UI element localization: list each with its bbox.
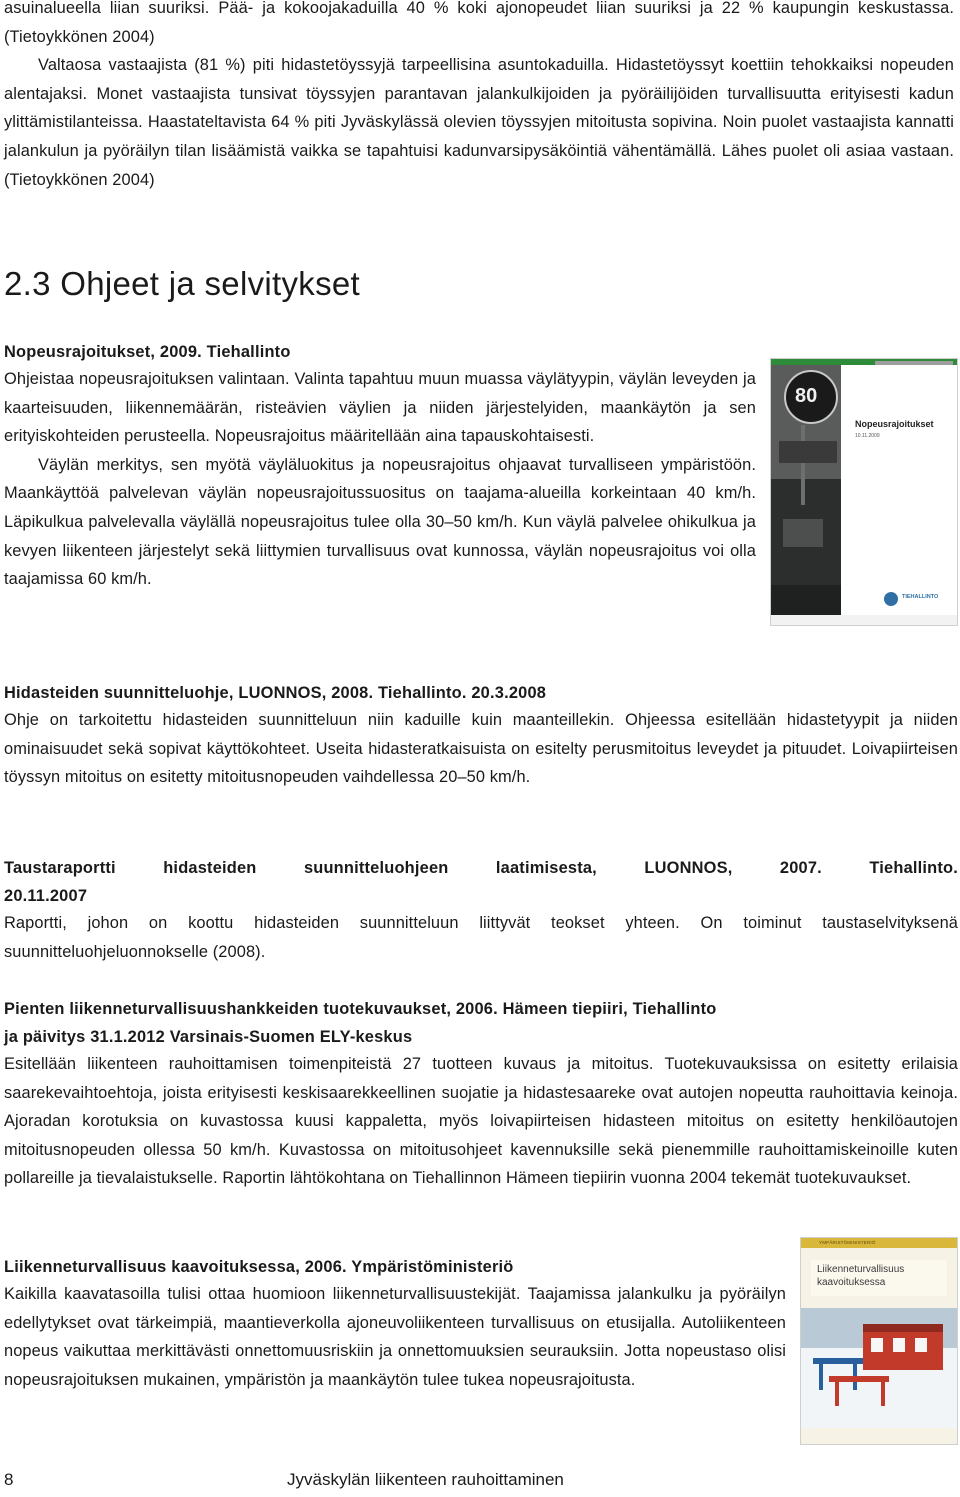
intro-paragraph-1: asuinalueella liian suuriksi. Pää- ja kokoojakaduilla 40 % koki ajonopeudet liian suuriksi ja 22 % kaupungin keskustassa. (Tietoykkönen 2004) xyxy=(4,0,954,46)
cover-title-line-2: kaavoituksessa xyxy=(817,1277,886,1288)
entry-title: Liikenneturvallisuus kaavoituksessa, 2006. Ympäristöministeriö xyxy=(4,1258,514,1276)
entry-hidasteiden-suunnitteluohje xyxy=(4,679,958,792)
entry-paragraph: Väylän merkitys, sen myötä väyläluokitus ja nopeusrajoitus ohjaavat turvalliseen ympäristöön. Maankäyttöä palvelevan väylän nopeusrajoitussuositus on taajama-alueilla korkeintaan 40 km/h. Läpikulkua palvelevalla väylällä nopeusrajoitus tulee olla 30–50 km/h. Kun väylä palvelee ohikulkua ja kevyen liikenteen järjestelyt sekä liittymien turvallisuus ovat kunnossa, väylän nopeusrajoitus voi olla taajamissa 60 km/h. xyxy=(4,455,756,589)
entry-tuotekuvaukset xyxy=(4,995,958,1193)
entry-paragraph: Raportti, johon on koottu hidasteiden suunnitteluun liittyvät teokset yhteen. On toiminut taustaselvityksenä suunnitteluohjeluonnokselle (2008). xyxy=(4,914,958,961)
entry-paragraph: Ohje on tarkoitettu hidasteiden suunnitteluun niin kaduille kuin maanteillekin. Ohjeessa esitellään hidastetyypit ja niiden ominaisuudet sekä sopivat käyttökohteet. Useita hidasteratkaisuista on esitelty perusmitoitus leveydet ja pituudet. Loivapiirteisen töyssyn mitoitus on esitetty mitoitusnopeuden vaihdellessa 20–50 km/h. xyxy=(4,711,958,787)
entry-title-line-1: Taustaraportti hidasteiden suunnitteluohjeen laatimisesta, LUONNOS, 2007. Tiehallinto. xyxy=(4,859,958,877)
entry-paragraph: Kaikilla kaavatasoilla tulisi ottaa huomioon liikenneturvallisuustekijät. Taajamissa jalankulku ja pyöräilyn edellytykset ovat tärkeimpiä, maantieverkolla ajoneuvoliikenteen turvallisuus on etusijalla. Autoliikenteen nopeus vaikuttaa merkittävästi onnettomuusriskiin ja onnettomuuksien seurauksiin. Jotta nopeustaso olisi nopeusrajoituksen mukainen, ympäristön ja maankäytön tulee tukea nopeusrajoitusta. xyxy=(4,1285,786,1389)
cover-title: Nopeusrajoitukset xyxy=(855,419,934,429)
entry-nopeusrajoitukset xyxy=(4,338,756,594)
cover-image-kaavoitus xyxy=(800,1237,958,1445)
entry-title: Nopeusrajoitukset, 2009. Tiehallinto xyxy=(4,343,291,361)
entry-title-line-2: ja päivitys 31.1.2012 Varsinais-Suomen ELY-keskus xyxy=(4,1028,413,1046)
entry-taustaraportti xyxy=(4,854,958,966)
entry-title-line-1: Pienten liikenneturvallisuushankkeiden tuotekuvaukset, 2006. Hämeen tiepiiri, Tiehallinto xyxy=(4,1000,717,1018)
cover-logo: TIEHALLINTO xyxy=(902,594,939,600)
cover-header: YMPÄRISTÖMINISTERIÖ xyxy=(819,1240,876,1245)
intro-paragraph-2: Valtaosa vastaajista (81 %) piti hidastetöyssyjä tarpeellisina asuntokaduilla. Hidastetöyssyt koettiin tehokkaiksi nopeuden alentajaksi. Monet vastaajista tunsivat töyssyjen parantavan jalankulkijoiden ja pyöräilijöiden turvallisuutta erityisesti kadun ylittämistilanteissa. Haastateltavista 64 % piti Jyväskylässä olevien töyssyjen mitoitusta sopivina. Noin puolet vastaajista kannatti jalankulun ja pyöräilyn tilan lisäämistä vaikka se tapahtuisi kadunvarsipysäköintiä vähentämällä. Lähes puolet oli asiaa vastaan. (Tietoykkönen 2004) xyxy=(4,56,954,189)
intro-text xyxy=(4,0,954,194)
page-number: 8 xyxy=(4,1470,14,1489)
footer-title: Jyväskylän liikenteen rauhoittaminen xyxy=(287,1470,564,1489)
cover-date: 10.11.2009 xyxy=(855,433,880,439)
speed-sign-value: 80 xyxy=(795,385,818,407)
entry-title: Hidasteiden suunnitteluohje, LUONNOS, 2008. Tiehallinto. 20.3.2008 xyxy=(4,684,547,702)
entry-kaavoitus xyxy=(4,1253,786,1394)
cover-image-nopeusrajoitukset xyxy=(770,358,958,626)
entry-paragraph: Ohjeistaa nopeusrajoituksen valintaan. Valinta tapahtuu muun muassa väylätyypin, väylän leveyden ja kaarteisuuden, liikennemäärän, risteävien väylien ja niiden järjestelyiden, maankäytön ja sen erityiskohteiden perusteella. Nopeusrajoitus määritellään aina tapauskohtaisesti. xyxy=(4,370,756,446)
cover-title-line-1: Liikenneturvallisuus xyxy=(817,1264,905,1275)
section-heading: 2.3 Ohjeet ja selvitykset xyxy=(4,265,360,302)
entry-paragraph: Esitellään liikenteen rauhoittamisen toimenpiteistä 27 tuotteen kuvaus ja mitoitus. Tuotekuvauksissa on esitetty erilaisia saarekevaihtoehtoja, joista erityisesti keskisaarekkeellinen suojatie ja hidastesaareke ovat autojen nopeutta rauhoittavia keinoja. Ajoradan korotuksia on kuvastossa kuusi kappaletta, myös loivapiirteisen hidasteen mitoitus on esitetty henkilöautojen mitoitusnopeuden ollessa 50 km/h. Kuvastossa on mitoitusohjeet kavennuksille sekä pienemmille rauhoittamiskeinoille kuten pollareille ja tievalaistukselle. Raportin lähtökohtana on Tiehallinnon Hämeen tiepiirin vuonna 2004 tekemät tuotekuvaukset. xyxy=(4,1055,958,1188)
entry-title-line-2: 20.11.2007 xyxy=(4,887,88,905)
